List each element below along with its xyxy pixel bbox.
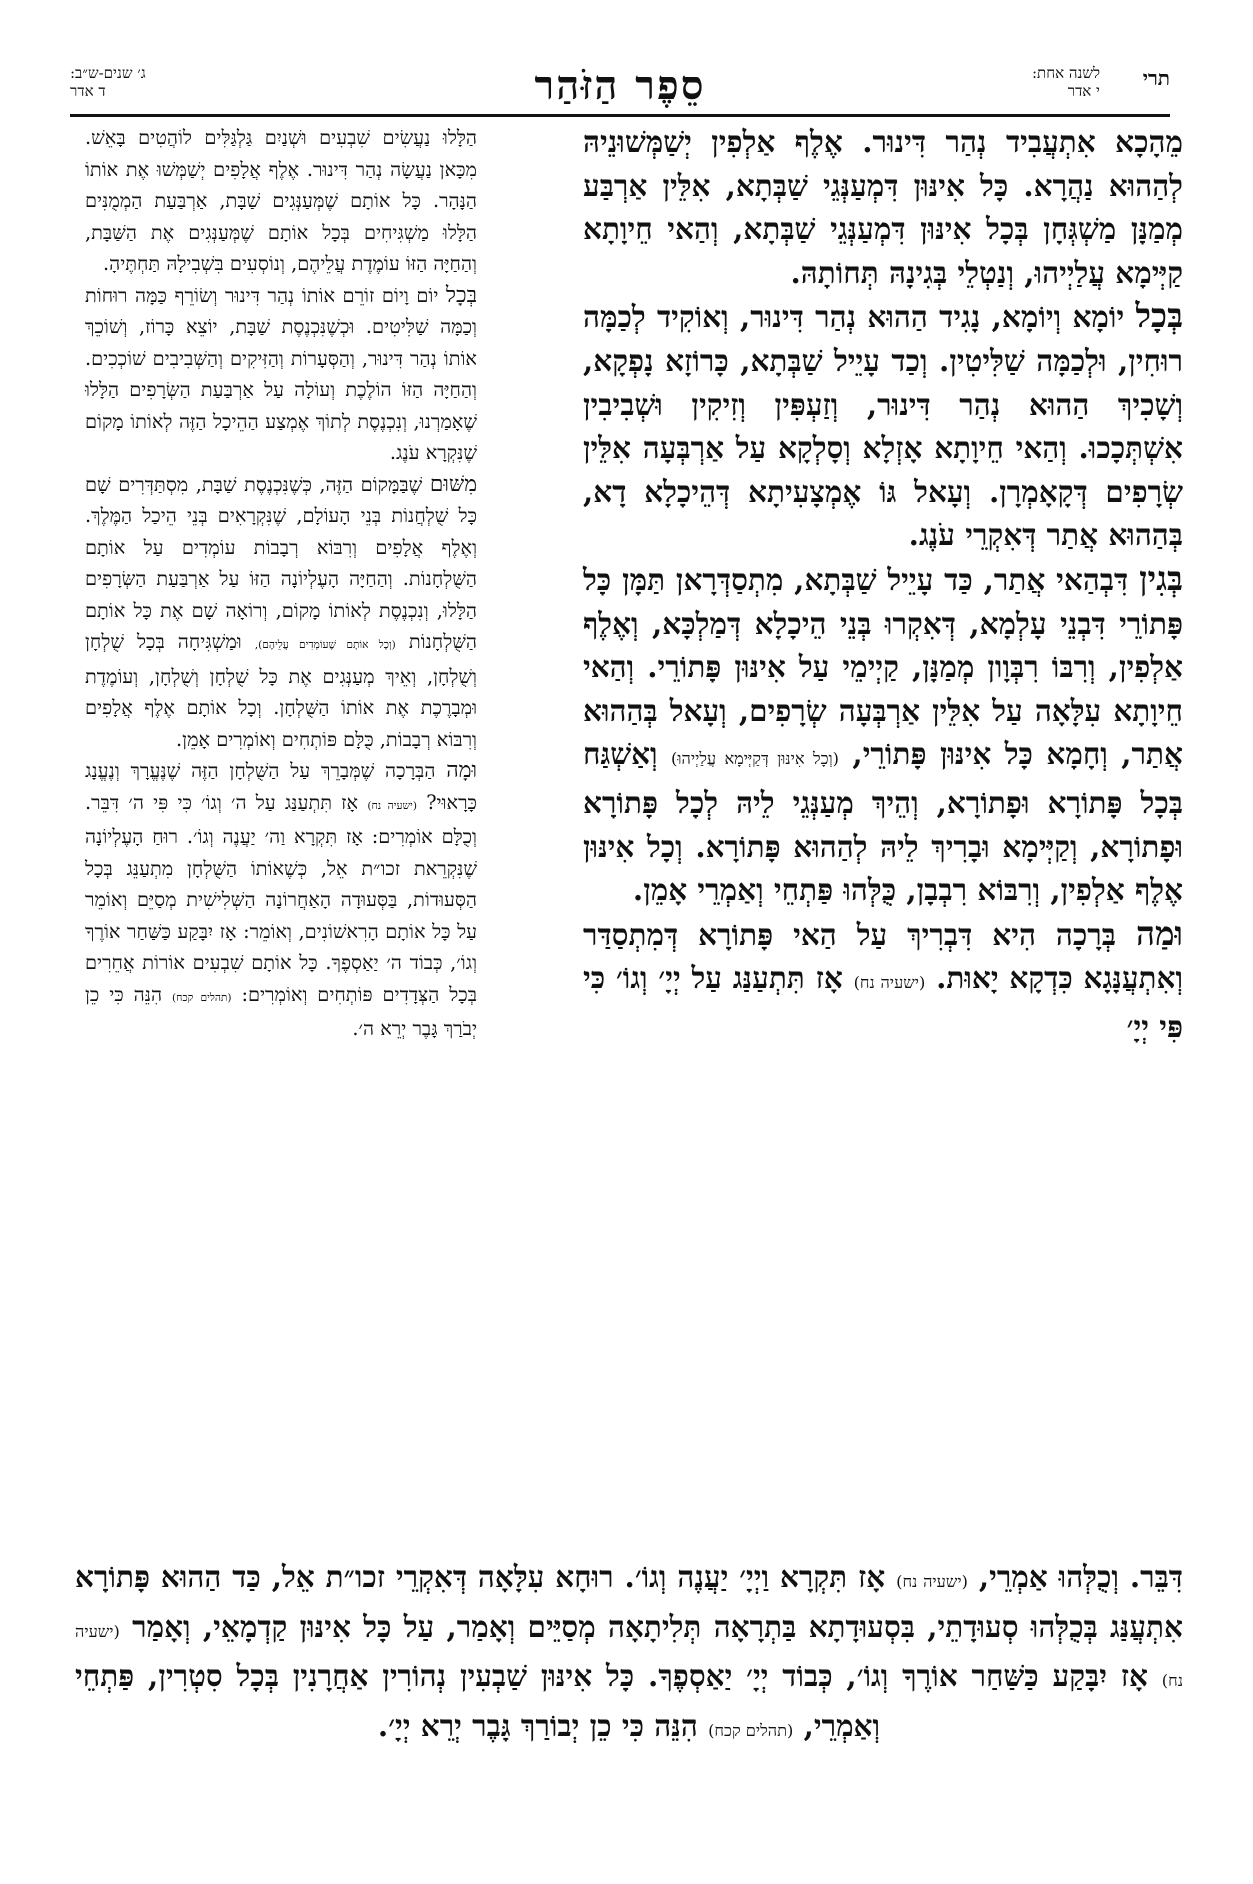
hebrew-translation-column	[85, 122, 477, 1045]
hebrew-paragraph-2-first-word: בְּכָל	[445, 282, 478, 308]
aramaic-paragraph-3	[583, 557, 1183, 912]
reading-schedule-three-years	[70, 64, 250, 100]
hebrew-gloss: (וְכָל אוֹתָם שֶׁעוֹמְדִים עֲלֵיהֶם),	[254, 638, 396, 651]
aramaic-continuation-paragraph	[75, 1555, 1183, 1753]
verse-reference: (תהלים קכח)	[708, 1720, 794, 1740]
aramaic-paragraph-3-first-word: בְּגִין	[1139, 558, 1183, 598]
hebrew-paragraph-4-closing-verse: הִנֵּה כִּי כֵן יְבֹרַךְ גָּבֶר יְרֵא ה׳.	[85, 982, 477, 1040]
aramaic-paragraph-3-body: דִּבְהַאי אֲתַר, כַּד עָיֵיל שַׁבְּתָא, מִתְסַדְּרָאן תַּמָּן כָּל פָּתוֹרֵי דִּבְנֵי עָלְמָא, דְּאִקְרוּ בְּנֵי הֵיכָלָא דְּמַלְכָּא, וְאֶלֶף אַלְפִין, וְרִבּוֹ רִבְּוָון מְמַנָּן, קַיְימֵי עַל אִינּוּן פָּתוֹרֵי. וְהַאי חֵיוָתָא עִלָּאָה עַל אִלֵּין אַרְבְּעָה שְׂרָפִים, וְעָאל בְּהַהוּא אֲתַר, וְחָמָא כָּל אִינּוּן פָּתוֹרֵי,	[583, 561, 1183, 772]
hebrew-paragraph-2-body: יוֹם וָיוֹם זוֹרֵם אוֹתוֹ נְהַר דִּינוּר וְשׂוֹרֵף כַּמָּה רוּחוֹת וְכַמָּה שַׁלִּיטִים. וּכְשֶׁנִּכְנֶסֶת שַׁבָּת, יוֹצֵא כָּרוֹז, וְשׁוֹכֵךְ אוֹתוֹ נְהַר דִּינוּר, וְהַסְּעָרוֹת וְהַזִּיקִים וְהַשְּׁבִיבִים שׁוֹכְכִים. וְהַחַיָּה הַזּוֹ הוֹלֶכֶת וְעוֹלָה עַל אַרְבַּעַת הַשְּׂרָפִים הַלָּלוּ שֶׁאָמַרְנוּ, וְנִכְנֶסֶת לְתוֹךְ אֶמְצַע הַהֵיכָל הַזֶּה לְאוֹתוֹ מָקוֹם שֶׁנִּקְרָא עֹנֶג.	[85, 283, 477, 464]
page-number: תרי	[1142, 66, 1170, 90]
schedule-date-one-year: י אדר	[1067, 82, 1100, 100]
aramaic-gloss: (וְכָל אִינּוּן דְּקַיְּימָא עֲלַיְיהוּ)	[671, 749, 839, 769]
schedule-date-three-years: ד אדר	[70, 82, 106, 100]
verse-reference: (ישעיה נח)	[75, 1621, 1183, 1690]
aramaic-paragraph-4-body: בְּרָכָה הִיא דִּבְרִיךְ עַל הַאי פָּתוֹרָא דְּמִתְסַדַּר וְאִתְעֲנָּגָא כִּדְקָא יָאוּת.	[583, 916, 1183, 996]
hebrew-paragraph-4-first-word: וּמָה	[446, 758, 477, 783]
aramaic-paragraph-4-end: אָז תִּתְעַנַּג עַל יְיָ׳ וְגוֹ׳ כִּי פִּי יְיָ׳	[583, 960, 1183, 1044]
hebrew-paragraph-4-end: אָז תִּתְעַנַּג עַל ה׳ וְגוֹ׳ כִּי פִּי ה׳ דִּבֵּר. וְכֻלָּם אוֹמְרִים: אָז תִּקְרָא וַה׳ יַעֲנֶה וְגוֹ׳. רוּחַ הָעֶלְיוֹנָה שֶׁנִּקְרֵאת זכו״ת אֵל, כְּשֶׁאוֹתוֹ הַשֻּׁלְחָן מִתְעַנֵּג בְּכָל הַסְּעוּדוֹת, בַּסְּעוּדָה הָאַחֲרוֹנָה הַשְּׁלִישִׁית מְסַיֵּם וְאוֹמֵר עַל כָּל אוֹתָם הָרִאשׁוֹנִים, וְאוֹמֵר: אָז יִבָּקַע כַּשַּׁחַר אוֹרֶךָ וְגוֹ׳, כְּבוֹד ה׳ יַאַסְפֶךָ. כָּל אוֹתָם שִׁבְעִים אוֹרוֹת אֲחֵרִים בְּכָל הַצְּדָדִים פּוֹתְחִים וְאוֹמְרִים:	[85, 790, 477, 1006]
aramaic-paragraph-3-end: וְאַשְׁגַּח בְּכָל פָּתוֹרָא וּפָתוֹרָא, וְהֵיךְ מְעַנְּגֵי לֵיהּ לְכָל פָּתוֹרָא וּפָתוֹרָא, וְקַיְּימָא וּבָרִיךְ לֵיהּ לְהַהוּא פָּתוֹרָא. וְכָל אִינּוּן אֶלֶף אַלְפִין, וְרִבּוֹא רִבְבָן, כֻּלְּהוּ פַּתְחֵי וְאַמְרֵי אָמֵן.	[583, 736, 1183, 908]
page-header	[70, 62, 1170, 117]
aramaic-paragraph-4	[583, 912, 1183, 1049]
aramaic-paragraph-2-body: יוֹמָא וְיוֹמָא, נָגִיד הַהוּא נְהַר דִּינוּר, וְאוֹקִיד לְכַמָּה רוּחִין, וּלְכַמָּה שַׁלִּיטִין. וְכַד עָיֵיל שַׁבְּתָא, כָּרוֹזָא נָפְקָא, וְשָׁכִיךְ הַהוּא נְהַר דִּינוּר, וְזַעְפִּין וְזִיקִין וּשְׁבִיבִין אִשְׁתְּכָכוּ. וְהַאי חֵיוָתָא אָזְלָא וְסָלְקָא עַל אַרְבְּעָה אִלֵּין שְׂרָפִים דְּקָאָמְרָן. וְעָאל גּוֹ אֶמְצָעִיתָא דְּהֵיכָלָא דָא, בְּהַהוּא אֲתַר דְּאִקְרֵי עֹנֶג.	[583, 299, 1183, 553]
hebrew-paragraph-3-body: שֶׁבַּמָּקוֹם הַזֶּה, כְּשֶׁנִּכְנֶסֶת שַׁבָּת, מִסְתַּדְּרִים שָׁם כָּל שֻׁלְחֲנוֹת בְּנֵי הָעוֹלָם, שֶׁנִּקְרָאִים בְּנֵי הֵיכַל הַמֶּלֶךְ. וְאֶלֶף אֲלָפִים וְרִבּוֹא רְבָבוֹת עוֹמְדִים עַל אוֹתָם הַשֻּׁלְחָנוֹת. וְהַחַיָּה הָעֶלְיוֹנָה הַזּוֹ עַל אַרְבַּעַת הַשְּׂרָפִים הַלָּלוּ, וְנִכְנֶסֶת לְאוֹתוֹ מָקוֹם, וְרוֹאָה שָׁם אֶת כָּל אוֹתָם הַשֻּׁלְחָנוֹת	[85, 472, 477, 653]
aramaic-text-column	[583, 120, 1183, 1048]
schedule-label-three-years: ג׳ שנים-ש״ב:	[70, 64, 146, 82]
hebrew-paragraph-3-end: וּמַשְׁגִּיחָה בְּכָל שֻׁלְחָן וְשֻׁלְחָן, וְאֵיךְ מְעַנְּגִים אֶת כָּל שֻׁלְחָן וְשֻׁלְחָן, וְעוֹמֶדֶת וּמְבָרֶכֶת אֶת אוֹתוֹ הַשֻּׁלְחָן. וְכָל אוֹתָם אֶלֶף אֲלָפִים וְרִבּוֹא רְבָבוֹת, כֻּלָּם פּוֹתְחִים וְאוֹמְרִים אָמֵן.	[85, 630, 477, 751]
verse-reference: (תהלים קכח)	[172, 990, 232, 1004]
schedule-label-one-year: לשנה אחת:	[1032, 64, 1100, 82]
continuation-text-4: הִנֵּה כִּי כֵן יְבוֹרַךְ גָּבֶר יְרֵא יְיָ׳.	[377, 1707, 698, 1743]
hebrew-paragraph-3-first-word: מִשּׁוּם	[429, 471, 477, 497]
aramaic-paragraph-1: מֵהָכָא אִתְעֲבִיד נְהַר דִּינוּר. אֶלֶף אַלְפִין יְשַׁמְּשׁוּנֵיהּ לְהַהוּא נַהֲרָא. כָּל אִינּוּן דִּמְעַנְּגֵי שַׁבְּתָא, אִלֵּין אַרְבַּע מְמַנָּן מַשְׁגְּחָן בְּכָל אִינּוּן דִּמְעַנְּגֵי שַׁבְּתָא, וְהַאי חֵיוָתָא קַיְּימָא עֲלַיְיהוּ, וְנַטְלֵי בְּגִינָהּ תְּחוֹתָהּ.	[583, 124, 1183, 290]
verse-reference: (ישעיה נח)	[367, 798, 417, 812]
book-title: סֵפֶר הַזֹּהַר	[534, 62, 706, 109]
hebrew-paragraph-1: הַלָּלוּ נַעֲשִׂים שִׁבְעִים וּשְׁנַיִם גַּלְגַּלִּים לוֹהֲטִים בָּאֵשׁ. מִכָּאן נַעֲשָׂה נְהַר דִּינוּר. אֶלֶף אֲלָפִים יְשַׁמְּשׁוּ אֶת אוֹתוֹ הַנָּהָר. כָּל אוֹתָם שֶׁמְּעַנְּגִים שַׁבָּת, אַרְבַּעַת הַמְמֻנִּים הַלָּלוּ מַשְׁגִּיחִים בְּכָל אוֹתָם שֶׁמְּעַנְּגִים אֶת הַשַּׁבָּת, וְהַחַיָּה הַזּוֹ עוֹמֶדֶת עֲלֵיהֶם, וְנוֹסְעִים בִּשְׁבִילָהּ תַּחְתֶּיהָ.	[85, 126, 477, 275]
verse-reference: (ישעיה נח)	[896, 1572, 968, 1591]
hebrew-paragraph-4-body: הַבְּרָכָה שֶׁמְּבָרֵךְ עַל הַשֻּׁלְחָן הַזֶּה שֶׁנֶּעֱרָךְ וְנֶעֱנָג כָּרָאוּי?	[85, 759, 477, 814]
aramaic-paragraph-2-first-word: בְּכָל	[1135, 296, 1183, 336]
aramaic-continuation	[75, 1555, 1183, 1753]
hebrew-paragraph-3	[85, 469, 477, 756]
continuation-text-1: דִּבֵּר. וְכֻלְּהוּ אַמְרֵי,	[978, 1559, 1183, 1594]
continuation-text-3: אָז יִבָּקַע כַּשַּׁחַר אוֹרֶךָ וְגוֹ׳, כְּבוֹד יְיָ׳ יַאַסְפֶךָ. כָּל אִינּוּן שַׁבְעִין נְהוֹרִין אַחֲרָנִין בְּכָל סִטְרִין, פַּתְחֵי וְאַמְרֵי,	[75, 1658, 1148, 1743]
verse-reference: (ישעיה נח)	[853, 973, 926, 993]
hebrew-paragraph-2	[85, 280, 477, 469]
hebrew-paragraph-4	[85, 755, 477, 1045]
continuation-text-2: אָז תִּקְרָא וַיְיָ׳ יַעֲנֶה וְגוֹ׳. רוּחָא עִלָּאָה דְּאִקְרֵי זכו״ת אֵל, כַּד הַהוּא פָּתוֹרָא אִתְעֲנַּג בְּכֻלְּהוּ סְעוּדָתֵי, בִּסְעוּדָתָא בַּתְרָאָה תְּלִיתָאָה מְסַיֵּים וְאָמַר, עַל כָּל אִינּוּן קַדְמָאֵי, וְאָמַר	[75, 1559, 1183, 1644]
aramaic-paragraph-4-first-word: וּמַה	[1135, 913, 1183, 953]
aramaic-paragraph-2	[583, 294, 1183, 557]
